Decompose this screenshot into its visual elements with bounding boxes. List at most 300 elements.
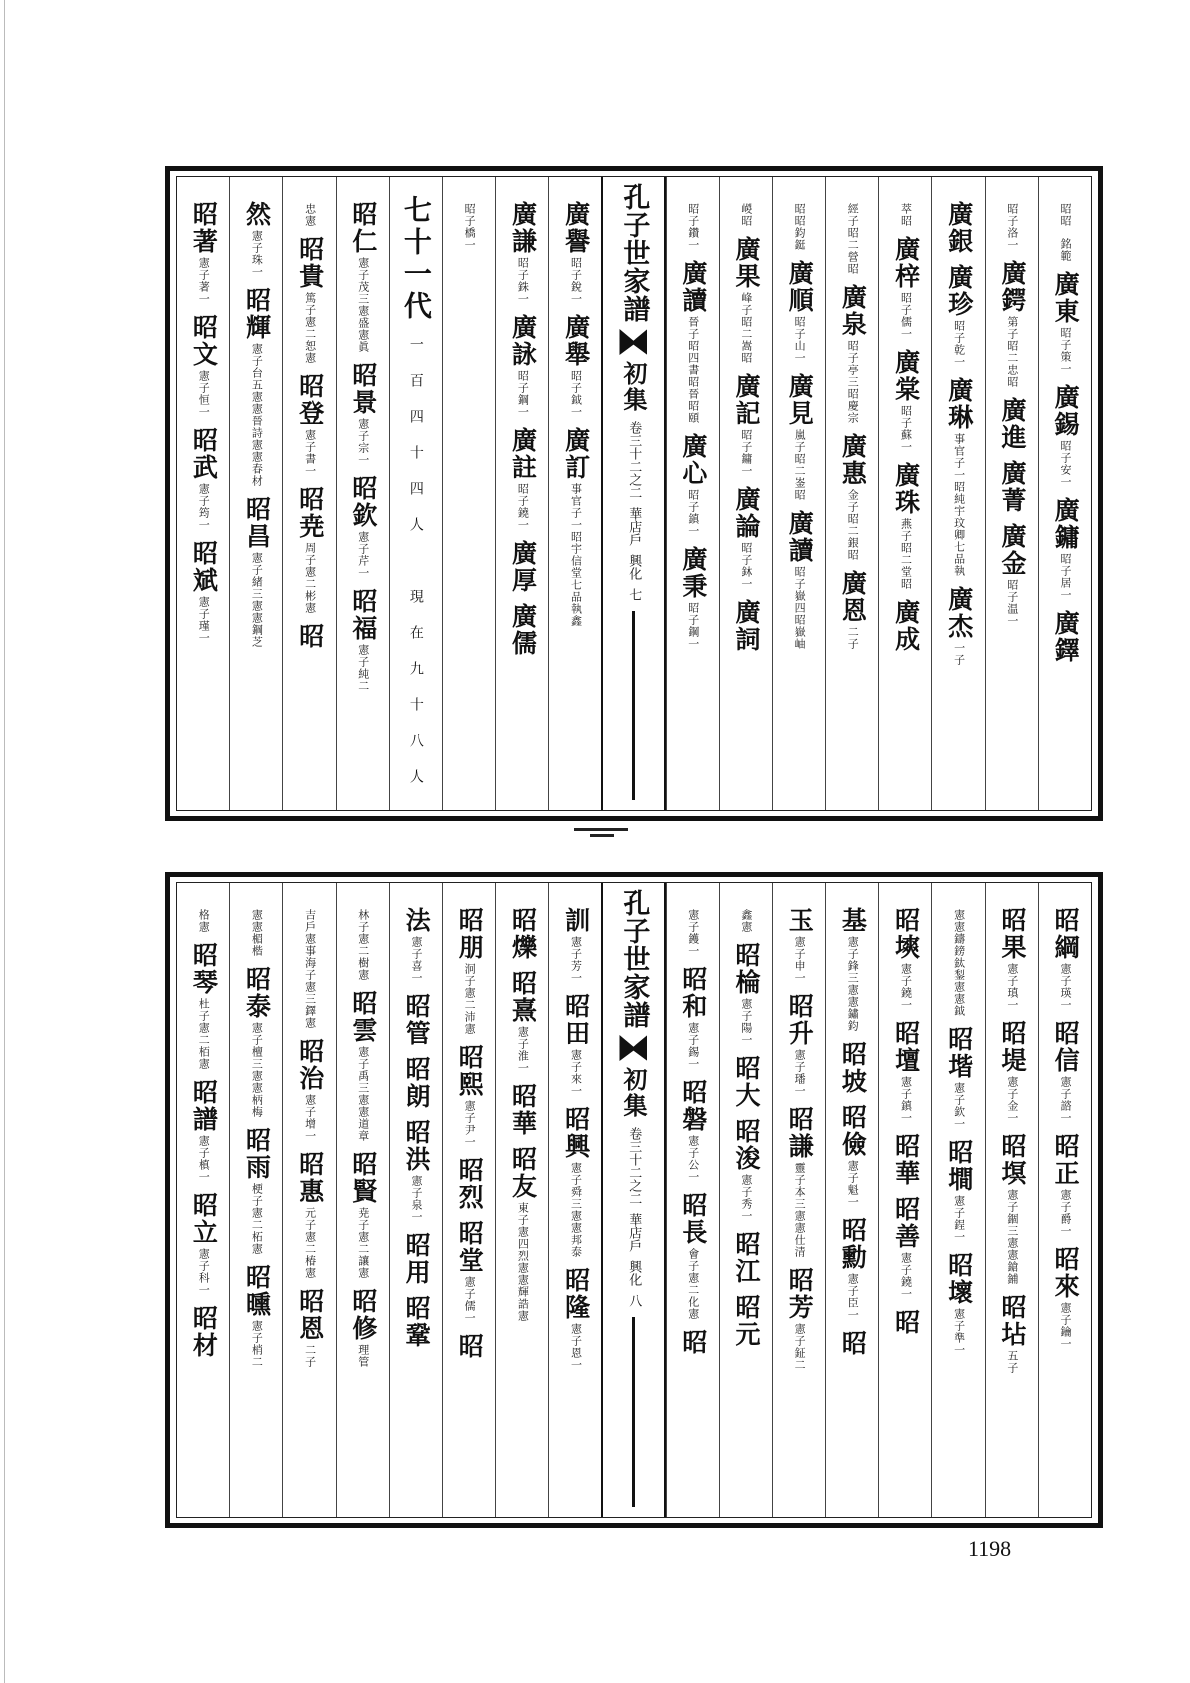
genealogy-column: [495, 883, 548, 1517]
entry-note: 理管: [356, 1344, 370, 1368]
person-name: 昭譜: [189, 1079, 219, 1133]
genealogy-entry: [944, 264, 973, 368]
genealogy-entry: [1051, 907, 1080, 1011]
spine-volume: 卷三十二之二: [626, 1127, 642, 1205]
genealogy-column: [1038, 177, 1091, 810]
person-name: 廣東: [1051, 271, 1081, 325]
entry-note: 憲子珠一: [250, 230, 264, 278]
genealogy-entry: [1051, 1020, 1080, 1124]
entry-note: 昭子山一: [793, 316, 807, 364]
person-name: 玉: [785, 907, 815, 934]
person-name: 昭壇: [891, 1020, 921, 1074]
person-name: 昭塽: [891, 907, 921, 961]
entry-note: 憲子臣一: [846, 1273, 860, 1321]
genealogy-column: [719, 883, 772, 1517]
person-name: 昭堦: [944, 1026, 974, 1080]
genealogy-column: [1038, 883, 1091, 1517]
spine-branch: 華店戶: [626, 1213, 642, 1252]
entry-note: 泂子憲二沛憲: [463, 963, 477, 1035]
genealogy-entry: [295, 1288, 324, 1368]
genealogy-entry: [402, 907, 431, 984]
person-name: 昭福: [348, 588, 378, 642]
entry-note: 昭昭: [1059, 203, 1073, 227]
entry-note: 鑫憲: [739, 909, 753, 933]
entry-note: 憲子璠一: [793, 1049, 807, 1097]
person-name: 昭鞏: [402, 1295, 432, 1349]
entry-note: 杜子憲二栢憲: [197, 998, 211, 1070]
person-name: 昭武: [189, 427, 219, 481]
genealogy-entry: [997, 397, 1026, 451]
person-name: 昭棆: [732, 942, 762, 996]
person-name: 昭長: [678, 1192, 708, 1246]
spine-leaf-number: 七: [626, 588, 642, 601]
person-name: 昭尭: [295, 486, 325, 540]
entry-note: 晉子昭四書昭晉昭頤: [686, 316, 700, 424]
genealogy-entry: [944, 586, 973, 666]
person-name: 廣厚: [508, 540, 538, 594]
spine-collection: 初集: [618, 361, 648, 413]
genealogy-entry: [785, 260, 814, 364]
genealogy-column: [495, 177, 548, 810]
genealogy-entry: [508, 970, 537, 1074]
person-name: 廣琳: [944, 377, 974, 431]
person-name: 廣鍔: [997, 260, 1027, 314]
genealogy-entry: [678, 260, 707, 424]
genealogy-column: [931, 177, 984, 810]
genealogy-column: [878, 177, 931, 810]
genealogy-entry: [189, 314, 218, 418]
genealogy-entry: [891, 1020, 920, 1124]
person-name: 昭立: [189, 1192, 219, 1246]
entry-note: 憲子喜一: [409, 936, 423, 984]
person-name: 昭和: [678, 966, 708, 1020]
person-name: 基: [838, 907, 868, 934]
entry-note: 昭子乾一: [952, 320, 966, 368]
entry-note: 昭子橋一: [463, 203, 477, 251]
entry-note: 憲子台五憲憲晉詩憲憲春材: [250, 343, 264, 487]
person-name: 廣杰: [944, 586, 974, 640]
genealogy-entry: [678, 1329, 707, 1356]
person-name: 廣錫: [1051, 384, 1081, 438]
spine-title: 孔子世家譜: [618, 889, 650, 1029]
genealogy-entry: [295, 373, 324, 477]
person-name: 然: [242, 201, 272, 228]
person-name: 廣成: [891, 599, 921, 653]
person-name: 昭惠: [295, 1151, 325, 1205]
genealogy-entry: [944, 201, 973, 255]
genealogy-entry: [732, 373, 761, 477]
genealogy-column: [177, 883, 229, 1517]
page-number: 1198: [968, 1536, 1012, 1561]
person-name: 昭隆: [561, 1267, 591, 1321]
entry-note: 憲子陽一: [739, 998, 753, 1046]
person-name: 昭: [891, 1309, 921, 1336]
entry-note: 憲子書一: [303, 429, 317, 477]
person-name: 昭儉: [838, 1104, 868, 1158]
genealogy-entry: [455, 1044, 484, 1148]
person-name: 昭爍: [508, 907, 538, 961]
entry-note: 憲子緒三憲憲鋼芝: [250, 552, 264, 648]
person-name: 昭恩: [295, 1288, 325, 1342]
person-name: 昭曛: [242, 1264, 272, 1318]
person-name: 廣心: [678, 433, 708, 487]
entry-note: 昭子鋼一: [516, 370, 530, 418]
genealogy-entry: [196, 907, 210, 933]
genealogy-entry: [189, 540, 218, 644]
person-name: 廣譽: [561, 201, 591, 255]
entry-note: 憲子瑱一: [1005, 963, 1019, 1011]
genealogy-entry: [508, 907, 537, 961]
genealogy-entry: [561, 907, 590, 984]
entry-note: 昭昭鈞鋌: [793, 203, 807, 251]
person-name: 廣恩: [838, 570, 868, 624]
genealogy-entry: [402, 1295, 431, 1349]
page-joint-mark: [574, 828, 628, 831]
genealogy-entry: [508, 314, 537, 418]
person-name: 昭用: [402, 1232, 432, 1286]
entry-note: 尭子憲二讓憲: [356, 1207, 370, 1279]
person-name: 昭熹: [508, 970, 538, 1024]
genealogy-column: [666, 177, 719, 810]
genealogy-column: [177, 177, 229, 810]
entry-note: 憲子錫一: [686, 1022, 700, 1070]
person-name: 昭熙: [455, 1044, 485, 1098]
entry-note: 燕子昭二堂昭: [899, 518, 913, 590]
person-name: 廣梓: [891, 236, 921, 290]
genealogy-entry: [685, 907, 699, 957]
entry-note: 憲子筠一: [197, 483, 211, 531]
genealogy-entry: [348, 588, 377, 692]
entry-note: 忠憲: [303, 203, 317, 227]
entry-note: 昭子嶽四昭嶽岫: [793, 566, 807, 650]
genealogy-entry: [402, 1232, 431, 1286]
entry-note: 昭子鈢一: [739, 542, 753, 590]
page-frame-top: [176, 176, 1092, 811]
person-name: 廣謙: [508, 201, 538, 255]
person-name: 廣註: [508, 427, 538, 481]
entry-note: 憲子淮一: [516, 1026, 530, 1074]
person-name: 昭朋: [455, 907, 485, 961]
person-name: 昭材: [189, 1305, 219, 1359]
genealogy-entry: [348, 990, 377, 1142]
person-name: 昭大: [732, 1055, 762, 1109]
spine-collection: 初集: [618, 1067, 648, 1119]
genealogy-entry: [838, 570, 867, 650]
person-name: 廣銀: [944, 201, 974, 255]
person-name: 昭雲: [348, 990, 378, 1044]
genealogy-entry: [455, 1157, 484, 1211]
genealogy-entry: [302, 201, 316, 227]
entry-note: 憲子秀一: [739, 1174, 753, 1222]
person-name: 昭江: [732, 1231, 762, 1285]
genealogy-column: [336, 177, 389, 810]
genealogy-entry: [951, 907, 965, 1017]
fish-tail-mark: [619, 1035, 647, 1061]
person-name: 廣見: [785, 373, 815, 427]
entry-note: 昭子鐃一: [516, 483, 530, 531]
entry-note: 憲子槙一: [197, 1135, 211, 1183]
person-name: 昭升: [785, 993, 815, 1047]
entry-note: 憲子公一: [686, 1135, 700, 1183]
genealogy-column: [442, 177, 495, 810]
genealogy-entry: [348, 1288, 377, 1368]
genealogy-entry: [302, 907, 316, 1029]
person-name: 昭仁: [348, 201, 378, 255]
entry-note: 憲子鐃一: [899, 963, 913, 1011]
person-name: 昭: [678, 1329, 708, 1356]
entry-note: 元子憲二椿憲: [303, 1207, 317, 1279]
genealogy-entry: [508, 201, 537, 305]
entry-note: 憲子準一: [952, 1308, 966, 1356]
genealogy-entry: [508, 1083, 537, 1137]
entry-note: 憲子鑰一: [1059, 1302, 1073, 1350]
genealogy-column: [389, 883, 442, 1517]
person-name: 昭: [838, 1330, 868, 1357]
fish-tail-mark: [619, 329, 647, 355]
genealogy-column: [666, 883, 719, 1517]
entry-note: 憲子瑛一: [1059, 963, 1073, 1011]
entry-note: 第子昭二忠昭: [1005, 316, 1019, 388]
person-name: 廣讀: [678, 260, 708, 314]
genealogy-entry: [455, 907, 484, 1035]
entry-note: 金子昭二銀昭: [846, 489, 860, 561]
person-name: 昭善: [891, 1196, 921, 1250]
entry-note: 昭子鋼一: [686, 602, 700, 650]
entry-note: 憲子來一: [569, 1049, 583, 1097]
genealogy-entry: [455, 1333, 484, 1360]
entry-note: 林子憲二樹憲: [356, 909, 370, 981]
genealogy-entry: [295, 486, 324, 614]
entry-note: 周子憲二彬憲: [303, 542, 317, 614]
spine-branch: 華店戶: [626, 507, 642, 546]
entry-note: 昭子蘇一: [899, 405, 913, 453]
genealogy-column: [772, 177, 825, 810]
genealogy-entry: [508, 603, 537, 657]
entry-note: 憲子鎮一: [899, 1076, 913, 1124]
entry-note: 憲憲鑄鎊鈦鋫憲憲鉞: [952, 909, 966, 1017]
genealogy-entry: [838, 1104, 867, 1208]
genealogy-column: [229, 883, 282, 1517]
person-name: 昭來: [1051, 1246, 1081, 1300]
person-name: 昭正: [1051, 1133, 1081, 1187]
person-name: 廣泉: [838, 284, 868, 338]
entry-note: 憲子恩一: [569, 1323, 583, 1371]
person-name: 昭謙: [785, 1106, 815, 1160]
genealogy-entry: [561, 1106, 590, 1258]
genealogy-entry: [997, 523, 1026, 627]
person-name: 昭管: [402, 993, 432, 1047]
entry-note: 昭子洛一: [1005, 203, 1019, 251]
person-name: 廣詞: [732, 599, 762, 653]
person-name: 昭賢: [348, 1151, 378, 1205]
page-joint-mark: [590, 834, 614, 837]
genealogy-entry: [997, 1294, 1026, 1374]
genealogy-column: [442, 883, 495, 1517]
entry-note: 憲子舜三憲憲邦泰: [569, 1162, 583, 1258]
person-name: 廣詠: [508, 314, 538, 368]
genealogy-column: [772, 883, 825, 1517]
entry-note: 經子昭二營昭: [846, 203, 860, 275]
genealogy-entry: [785, 1267, 814, 1371]
entry-note: 昭子銖一: [516, 257, 530, 305]
genealogy-column: [825, 883, 878, 1517]
person-name: 廣論: [732, 486, 762, 540]
genealogy-column: [548, 883, 601, 1517]
entry-note: 梗子憲二柘憲: [250, 1183, 264, 1255]
genealogy-entry: [838, 1330, 867, 1357]
person-name: 廣鏞: [1051, 497, 1081, 551]
person-name: 昭昌: [242, 496, 272, 550]
genealogy-column: [719, 177, 772, 810]
genealogy-entry: [891, 349, 920, 453]
genealogy-entry: [898, 201, 912, 227]
genealogy-entry: [838, 1041, 867, 1095]
entry-note: 昭子鏞一: [739, 429, 753, 477]
person-name: 昭貴: [295, 236, 325, 290]
entry-note: 憲子泉一: [409, 1175, 423, 1223]
genealogy-entry: [242, 1127, 271, 1255]
entry-note: 憲子檀三憲憲柄梅: [250, 1022, 264, 1118]
genealogy-entry: [838, 907, 867, 1032]
genealogy-entry: [891, 1133, 920, 1187]
genealogy-entry: [242, 287, 271, 487]
person-name: 廣儒: [508, 603, 538, 657]
person-name: 昭朗: [402, 1056, 432, 1110]
generation-heading: 七十一代: [399, 195, 433, 323]
genealogy-entry: [732, 1118, 761, 1222]
person-name: 昭登: [295, 373, 325, 427]
genealogy-entry: [732, 942, 761, 1046]
genealogy-entry: [685, 201, 699, 251]
person-name: 昭信: [1051, 1020, 1081, 1074]
genealogy-entry: [1051, 384, 1080, 488]
genealogy-entry: [732, 1294, 761, 1348]
entry-note: 憲子鐃一: [899, 1252, 913, 1300]
entry-note: 憲子諮一: [1059, 1076, 1073, 1124]
entry-note: 憲子純二: [356, 644, 370, 692]
entry-note: 憲子魁一: [846, 1160, 860, 1208]
genealogy-entry: [785, 907, 814, 984]
spine-title: 孔子世家譜: [618, 183, 650, 323]
genealogy-entry: [348, 201, 377, 353]
genealogy-entry: [845, 201, 859, 275]
genealogy-entry: [944, 377, 973, 577]
genealogy-column: [878, 883, 931, 1517]
genealogy-entry: [561, 201, 590, 305]
entry-note: 事官子一昭宇信堂七品執鑫: [569, 483, 583, 627]
entry-note: 憲子鋒三憲憲鏽鈞: [846, 936, 860, 1032]
entry-note: 憲子科一: [197, 1248, 211, 1296]
genealogy-column: [282, 883, 335, 1517]
spine-leaf-number: 八: [626, 1294, 642, 1307]
person-name: 昭洪: [402, 1119, 432, 1173]
genealogy-entry: [997, 1020, 1026, 1124]
genealogy-entry: [944, 1139, 973, 1243]
genealogy-column: [985, 177, 1038, 810]
genealogy-entry: [189, 942, 218, 1070]
person-name: 昭田: [561, 993, 591, 1047]
genealogy-entry: [1058, 236, 1072, 262]
entry-note: 嵐子昭二崟昭: [793, 429, 807, 501]
entry-note: 憲子鋥一: [952, 1195, 966, 1243]
genealogy-entry: [561, 1267, 590, 1371]
genealogy-entry: [891, 1309, 920, 1336]
genealogy-entry: [242, 201, 271, 278]
spine-lineage: 興化: [626, 1260, 642, 1286]
person-name: 昭著: [189, 201, 219, 255]
person-name: 昭華: [508, 1083, 538, 1137]
entry-note: 憲子儒一: [463, 1276, 477, 1324]
genealogy-entry: [785, 1106, 814, 1258]
genealogy-entry: [249, 907, 263, 957]
person-name: 昭興: [561, 1106, 591, 1160]
genealogy-entry: [1058, 201, 1072, 227]
entry-note: 憲子申一: [793, 936, 807, 984]
genealogy-entry: [891, 1196, 920, 1300]
genealogy-entry: [678, 433, 707, 537]
genealogy-entry: [402, 1056, 431, 1110]
genealogy-entry: [295, 623, 324, 650]
spine-lineage: 興化: [626, 554, 642, 580]
spine-rule: [632, 1317, 635, 1507]
entry-note: 憲子茂三憲盛憲眞: [356, 257, 370, 353]
person-name: 昭墹: [944, 1139, 974, 1193]
entry-note: 銘範: [1059, 238, 1073, 262]
generation-count: 一百四十四人 現在九十八人: [407, 337, 424, 805]
genealogy-entry: [1051, 1246, 1080, 1350]
genealogy-entry: [997, 1133, 1026, 1285]
person-name: 廣記: [732, 373, 762, 427]
genealogy-entry: [561, 993, 590, 1097]
genealogy-entry: [189, 427, 218, 531]
genealogy-entry: [838, 433, 867, 561]
person-name: 昭治: [295, 1038, 325, 1092]
person-name: 昭雨: [242, 1127, 272, 1181]
genealogy-entry: [561, 314, 590, 418]
entry-note: 吉戶憲事海子憲三鐸憲: [303, 909, 317, 1029]
genealogy-entry: [678, 546, 707, 650]
person-name: 昭欽: [348, 475, 378, 529]
person-name: 昭元: [732, 1294, 762, 1348]
genealogy-entry: [295, 1151, 324, 1279]
genealogy-entry: [1005, 201, 1019, 251]
genealogy-column: [548, 177, 601, 810]
genealogy-entry: [1051, 1133, 1080, 1237]
person-name: 廣鐸: [1051, 610, 1081, 664]
entry-note: 憲子鉦二: [793, 1323, 807, 1371]
person-name: 廣訂: [561, 427, 591, 481]
genealogy-entry: [732, 599, 761, 653]
genealogy-entry: [792, 201, 806, 251]
genealogy-entry: [561, 427, 590, 627]
genealogy-entry: [838, 284, 867, 424]
person-name: 昭勳: [838, 1217, 868, 1271]
person-name: 昭芳: [785, 1267, 815, 1321]
entry-note: 事官子一昭純宇玟卿七品執: [952, 433, 966, 577]
genealogy-entry: [455, 1220, 484, 1324]
entry-note: 萃昭: [899, 203, 913, 227]
entry-note: 靈子本三憲憲仕清: [793, 1162, 807, 1258]
person-name: 昭琴: [189, 942, 219, 996]
scan-edge-line: [4, 0, 5, 1683]
person-name: 廣舉: [561, 314, 591, 368]
genealogy-entry: [944, 1252, 973, 1356]
person-name: 廣棠: [891, 349, 921, 403]
genealogy-column: [229, 177, 282, 810]
genealogy-column: [825, 177, 878, 810]
person-name: 昭磐: [678, 1079, 708, 1133]
person-name: 昭泰: [242, 966, 272, 1020]
